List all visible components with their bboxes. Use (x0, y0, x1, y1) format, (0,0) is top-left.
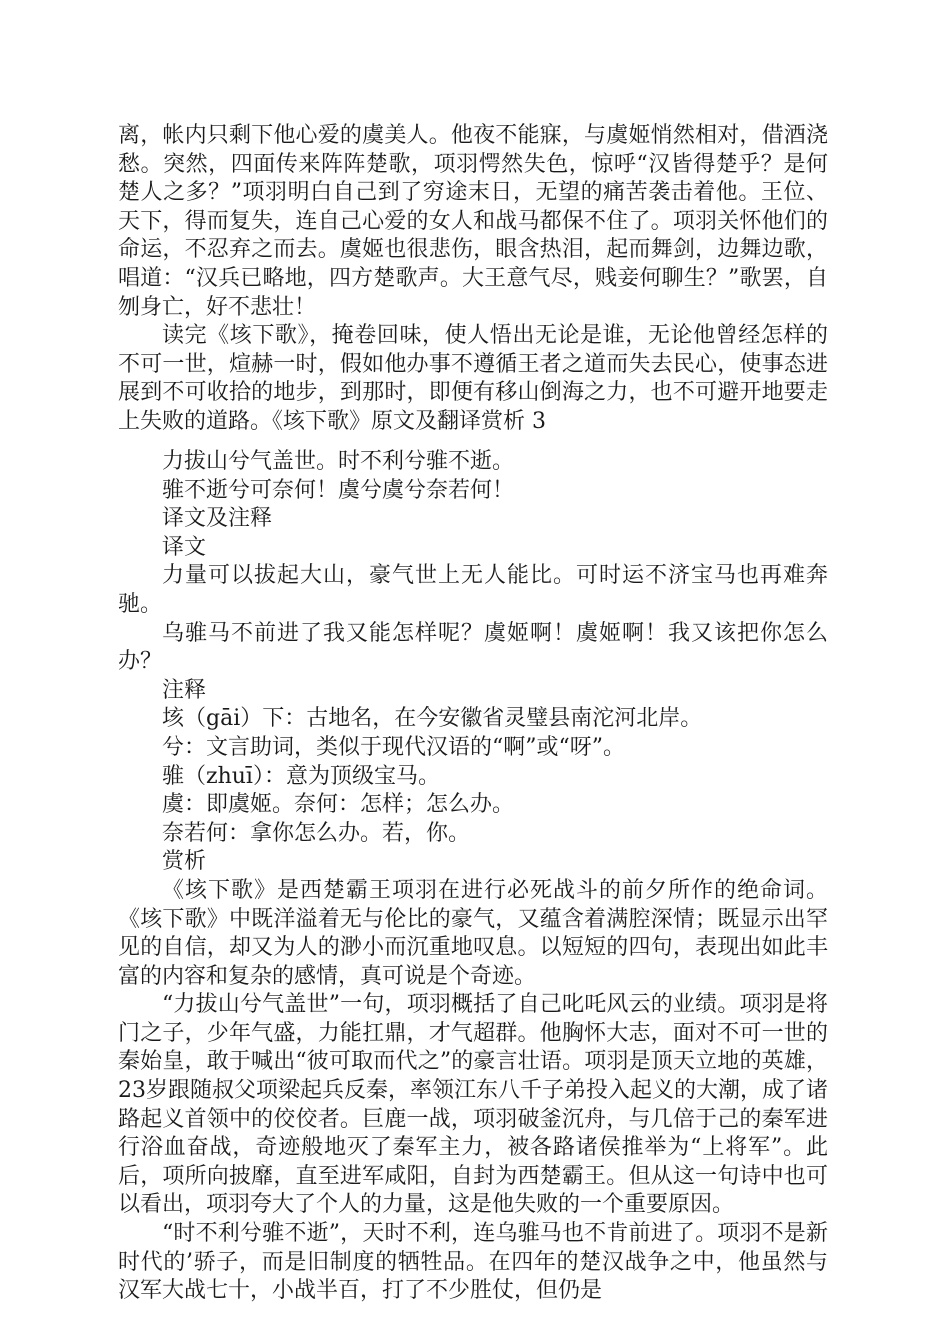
paragraph: 乌骓马不前进了我又能怎样呢？虞姬啊！虞姬啊！我又该把你怎么办？ (118, 620, 828, 675)
paragraph: 《垓下歌》是西楚霸王项羽在进行必死战斗的前夕所作的绝命词。《垓下歌》中既洋溢着无与伦比的豪气，又蕴含着满腔深情；既显示出罕见的自信，却又为人的渺小而沉重地叹息。以短短的四句，表现出如此丰富的内容和复杂的感情，真可说是个奇迹。 (118, 877, 828, 989)
poem-line: 力拔山兮气盖世。时不利兮骓不逝。 (162, 449, 515, 474)
annotation-item: 兮：文言助词，类似于现代汉语的“啊”或“呀”。 (162, 734, 625, 760)
paragraph: 离，帐内只剩下他心爱的虞美人。他夜不能寐，与虞姬悄然相对，借酒浇愁。突然，四面传来阵阵楚歌，项羽愕然失色，惊呼“汉皆得楚乎？是何楚人之多？”项羽明白自己到了穷途末日，无望的痛苦袭击着他。王位、天下，得而复失，连自己心爱的女人和战马都保不住了。项羽关怀他们的命运，不忍弃之而去。虞姬也很悲伤，眼含热泪，起而舞剑，边舞边歌，唱道：“汉兵已略地，四方楚歌声。大王意气尽，贱妾何聊生？”歌罢，自刎身亡，好不悲壮！ (118, 123, 828, 320)
main-text-block (118, 448, 828, 1306)
paragraph: “时不利兮骓不逝”，天时不利，连乌骓马也不肯前进了。项羽不是新时代的’骄子，而是旧制度的牺牲品。在四年的楚汉战争之中，他虽然与汉军大战七十，小战半百，打了不少胜仗，但仍是 (118, 1221, 828, 1304)
annotation-item: 虞：即虞姬。奈何：怎样；怎么办。 (162, 792, 515, 818)
poem-line: 骓不逝兮可奈何！虞兮虞兮奈若何！ (162, 477, 515, 503)
paragraph: 力量可以拔起大山，豪气世上无人能比。可时运不济宝马也再难奔驰。 (118, 563, 828, 617)
section-heading: 注释 (162, 677, 207, 703)
annotation-item: 垓（gāi）下：古地名，在今安徽省灵璧县南沱河北岸。 (162, 706, 703, 732)
annotation-item: 骓（zhuī）：意为顶级宝马。 (162, 763, 440, 789)
paragraph: “力拔山兮气盖世”一句，项羽概括了自己叱吒风云的业绩。项羽是将门之子，少年气盛，力能扛鼎，才气超群。他胸怀大志，面对不可一世的秦始皇，敢于喊出“彼可取而代之”的豪言壮语。项羽是顶天立地的英雄，23岁跟随叔父项梁起兵反秦，率领江东八千子弟投入起义的大潮，成了诸路起义首领中的佼佼者。巨鹿一战，项羽破釜沉舟，与几倍于己的秦军进行浴血奋战，奇迹般地灭了秦军主力，被各路诸侯推举为“上将军”。此后，项所向披靡，直至进军咸阳，自封为西楚霸王。但从这一句诗中也可以看出，项羽夸大了个人的力量，这是他失败的一个重要原因。 (118, 992, 828, 1218)
top-text-block (118, 122, 828, 437)
section-heading: 赏析 (162, 849, 207, 875)
annotation-item: 奈若何：拿你怎么办。若，你。 (162, 820, 471, 846)
section-heading: 译文及注释 (162, 506, 273, 532)
section-heading: 译文 (162, 534, 207, 560)
paragraph: 读完《垓下歌》，掩卷回味，使人悟出无论是谁，无论他曾经怎样的不可一世，煊赫一时，假如他办事不遵循王者之道而失去民心，使事态进展到不可收拾的地步，到那时，即便有移山倒海之力，也不可避开地要走上失败的道路。《垓下歌》原文及翻译赏析 3 (118, 323, 828, 434)
